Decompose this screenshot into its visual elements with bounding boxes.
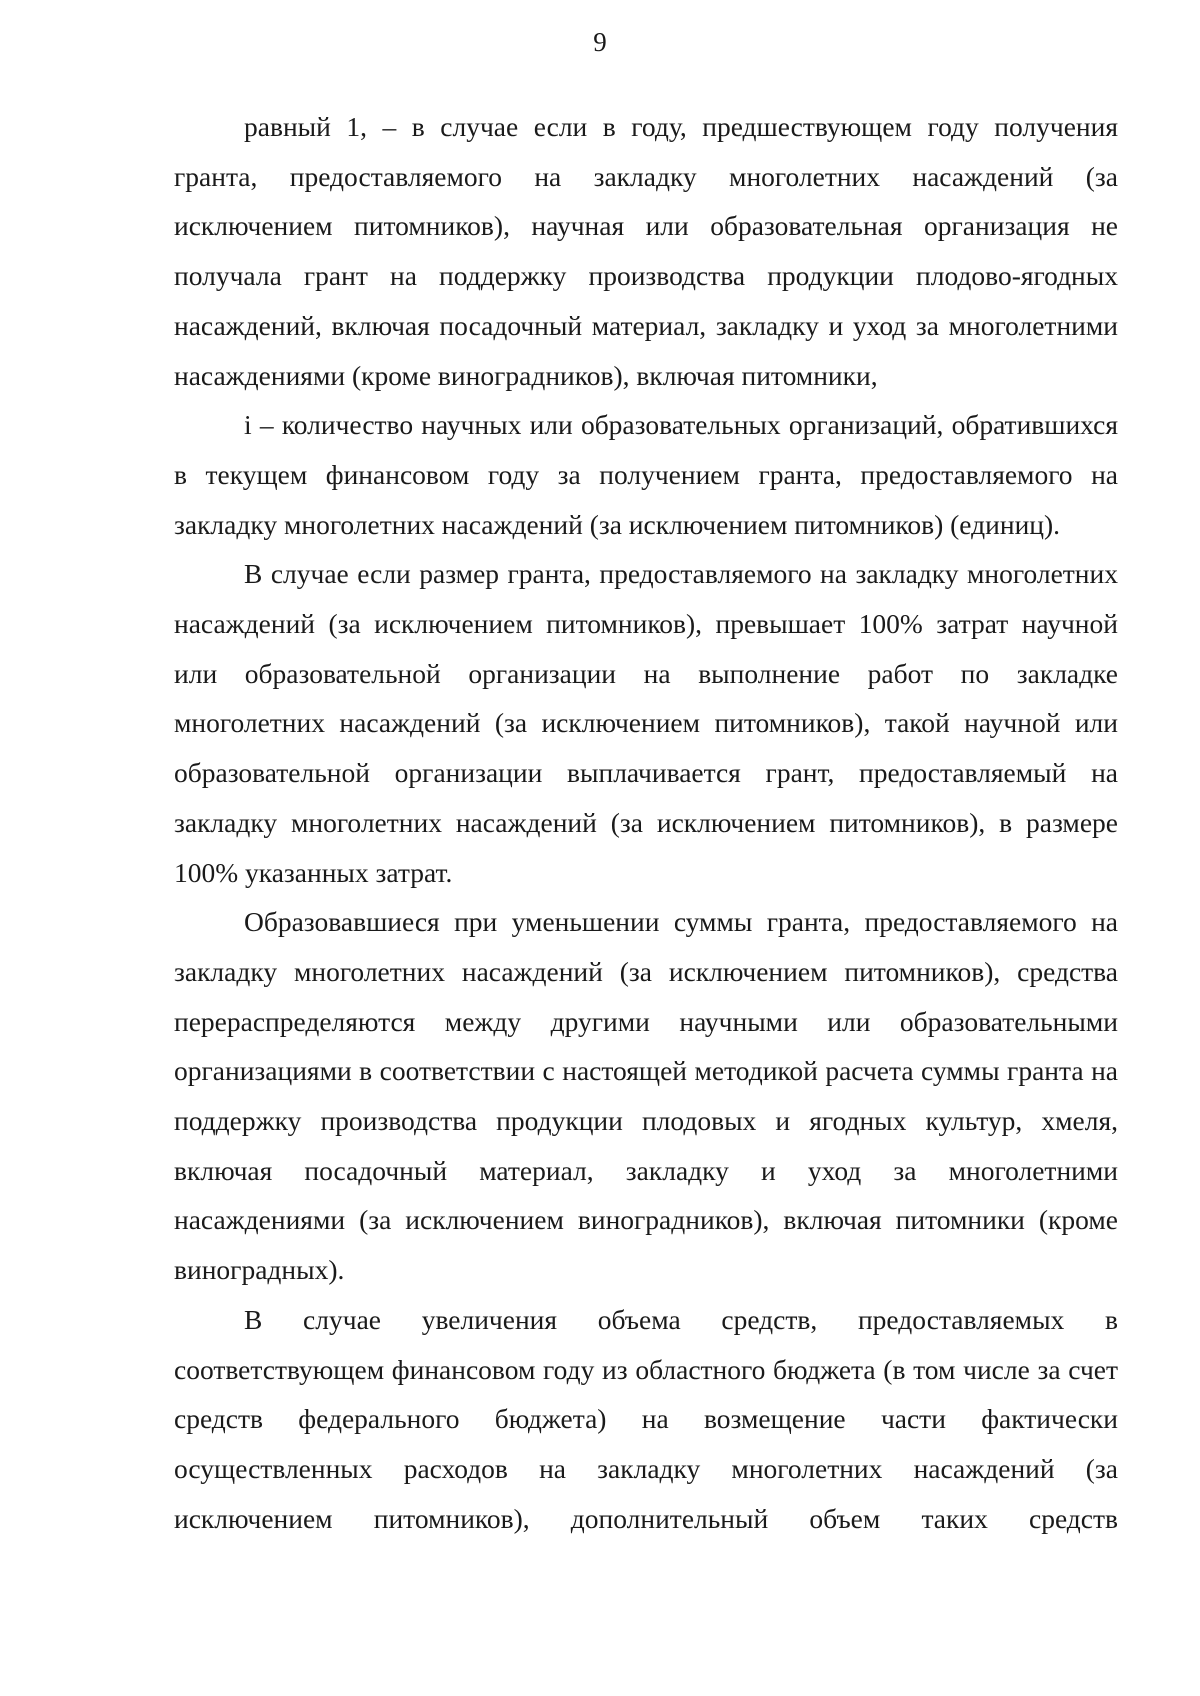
paragraph-4: Образовавшиеся при уменьшении суммы гранта, предоставляемого на закладку многолетних насаждений (за исключением питомников), средства перераспределяются между другими научными или образовательными организациями в соответствии с настоящей методикой расчета суммы гранта на поддержку производства продукции плодовых и ягодных культур, хмеля, включая посадочный материал, закладку и уход за многолетними насаждениями (за исключением виноградников), включая питомники (кроме виноградных). — [174, 906, 1118, 1286]
paragraph-2: i – количество научных или образовательных организаций, обратившихся в текущем финансовом году за получением гранта, предоставляемого на закладку многолетних насаждений (за исключением питомников) (единиц). — [174, 409, 1118, 540]
paragraph-1: равный 1, – в случае если в году, предшествующем году получения гранта, предоставляемого на закладку многолетних насаждений (за исключением питомников), научная или образовательная организация не получала грант на поддержку производства продукции плодово-ягодных насаждений, включая посадочный материал, закладку и уход за многолетними насаждениями (кроме виноградников), включая питомники, — [174, 111, 1118, 391]
paragraph-5: В случае увеличения объема средств, предоставляемых в соответствующем финансовом году из областного бюджета (в том числе за счет средств федерального бюджета) на возмещение части фактически осуществленных расходов на закладку многолетних насаждений (за исключением питомников), дополнительный объем таких средств — [174, 1303, 1118, 1534]
paragraph-3: В случае если размер гранта, предоставляемого на закладку многолетних насаждений (за исключением питомников), превышает 100% затрат научной или образовательной организации на выполнение работ по закладке многолетних насаждений (за исключением питомников), такой научной или образовательной организации выплачивается грант, предоставляемый на закладку многолетних насаждений (за исключением питомников), в размере 100% указанных затрат. — [174, 558, 1118, 888]
page-number: 9 — [593, 27, 607, 57]
document-body — [174, 102, 1118, 1543]
